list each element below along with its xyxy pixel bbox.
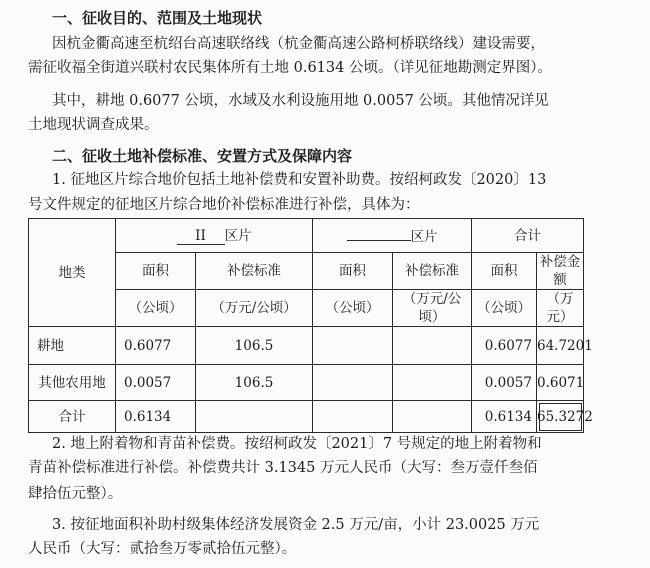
para2-line-2: 青苗补偿标准进行补偿。补偿费共计 3.1345 万元人民币（大写：叁万壹仟叁佰	[28, 460, 538, 476]
row-std-1: 106.5	[196, 365, 313, 401]
row-total-area: 0.6077	[472, 327, 537, 365]
header-area-unit-1: （公顷）	[116, 290, 196, 327]
header-total: 合计	[472, 219, 584, 253]
row-area-2	[313, 401, 393, 433]
row-amount: 0.6071	[537, 365, 584, 401]
zone-2-blank	[347, 226, 411, 241]
row-land-type: 其他农用地	[29, 365, 116, 401]
row-area-1: 0.0057	[116, 365, 196, 401]
row-land-type: 耕地	[29, 327, 116, 365]
para2-line-3: 肆拾伍元整）。	[28, 486, 123, 502]
zone-1-code: II	[177, 228, 225, 245]
table-row-total	[29, 401, 584, 433]
para3-line-2: 人民币（大写：贰拾叁万零贰拾伍元整）。	[28, 541, 297, 557]
row-area-1: 0.6077	[116, 327, 196, 365]
header-zone-1	[116, 219, 313, 253]
zone-1-suffix: 区片	[224, 227, 252, 244]
section2-intro-line-2: 号文件规定的征地区片综合地价补偿标准进行补偿，具体为：	[28, 197, 420, 213]
section1-line-2: 需征收福全街道兴联村农民集体所有土地 0.6134 公顷。（详见征地勘测定界图）。	[28, 60, 552, 76]
header-area-2: 面积	[313, 253, 393, 290]
section1-heading: 一、征收目的、范围及土地现状	[52, 9, 263, 27]
header-zone-2	[313, 219, 472, 253]
section1-line-4: 土地现状调查成果。	[28, 117, 159, 133]
header-amount-unit: （万元）	[537, 290, 584, 327]
header-area-unit-total: （公顷）	[472, 290, 537, 327]
header-std-unit-2: （万元/公顷）	[393, 290, 472, 327]
row-amount: 65.3272	[537, 401, 584, 433]
row-area-2	[313, 365, 393, 401]
table-header-row-1	[29, 219, 584, 253]
header-std-1: 补偿标准	[196, 253, 313, 290]
para3-line-1: 3. 按征地面积补助村级集体经济发展资金 2.5 万元/亩，小计 23.0025 万元	[52, 517, 540, 533]
section1-line-3: 其中，耕地 0.6077 公顷，水域及水利设施用地 0.0057 公顷。其他情况详见	[52, 93, 549, 109]
header-area-unit-2: （公顷）	[313, 290, 393, 327]
para2-line-1: 2. 地上附着物和青苗补偿费。按绍柯政发〔2021〕7 号规定的地上附着物和	[52, 436, 542, 452]
row-std-2	[393, 365, 472, 401]
row-land-type: 合计	[29, 401, 116, 433]
table-row	[29, 327, 584, 365]
zone-2-suffix: 区片	[410, 228, 438, 245]
row-std-2	[393, 401, 472, 433]
table-row	[29, 365, 584, 401]
row-total-area: 0.0057	[472, 365, 537, 401]
header-std-2: 补偿标准	[393, 253, 472, 290]
row-area-2	[313, 327, 393, 365]
header-land-type: 地类	[29, 219, 116, 327]
row-area-1: 0.6134	[116, 401, 196, 433]
row-std-1	[196, 401, 313, 433]
row-std-1: 106.5	[196, 327, 313, 365]
header-area-1: 面积	[116, 253, 196, 290]
row-std-2	[393, 327, 472, 365]
header-amount: 补偿金额	[537, 253, 584, 290]
header-area-total: 面积	[472, 253, 537, 290]
header-std-unit-1: （万元/公顷）	[196, 290, 313, 327]
section2-intro-line-1: 1. 征地区片综合地价包括土地补偿费和安置补助费。按绍柯政发〔2020〕13	[52, 172, 547, 188]
compensation-table	[28, 218, 593, 433]
row-total-area: 0.6134	[472, 401, 537, 433]
section1-line-1: 因杭金衢高速至杭绍台高速联络线（杭金衢高速公路柯桥联络线）建设需要，	[52, 36, 545, 52]
row-amount: 64.7201	[537, 327, 584, 365]
section2-heading: 二、征收土地补偿标准、安置方式及保障内容	[52, 147, 353, 165]
